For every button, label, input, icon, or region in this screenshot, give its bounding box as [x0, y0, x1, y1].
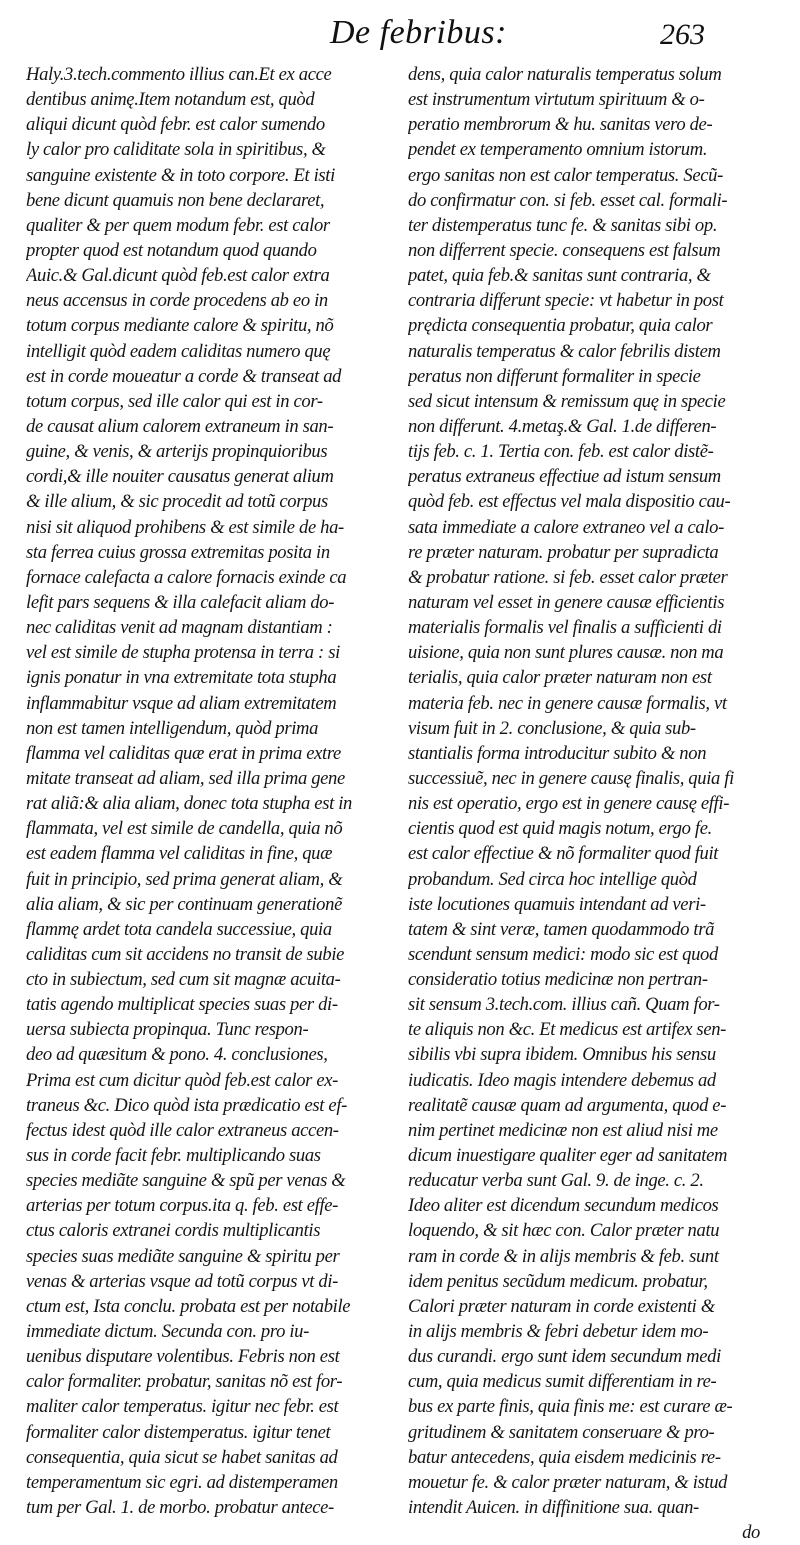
text-line: non differrent specie. consequens est falsum [408, 239, 721, 261]
text-line: batur antecedens, quia eisdem medicinis re- [408, 1446, 721, 1468]
text-line: naturalis temperatus & calor febrilis distem [408, 340, 721, 362]
text-line: venas & arterias vsque ad totũ corpus vt di- [26, 1270, 339, 1292]
text-line: temperamentum sic egri. ad distemperamen [26, 1471, 338, 1493]
text-line: immediate dictum. Secunda con. pro iu- [26, 1321, 309, 1343]
text-line: intendit Auicen. in diffinitione sua. quan- [408, 1497, 699, 1519]
text-line: maliter calor temperatus. igitur nec febr. est [26, 1396, 339, 1418]
text-line: sata immediate a calore extraneo vel a calo- [408, 516, 724, 538]
text-line: consideratio totius medicinæ non pertran- [408, 969, 708, 991]
text-line: terialis, quia calor præter naturam non est [408, 667, 712, 689]
text-line: intelligit quòd eadem caliditas numero quę [26, 340, 331, 362]
text-line: stantialis forma introducitur subito & non [408, 742, 707, 764]
text-line: naturam vel esset in genere causæ efficientis [408, 591, 725, 613]
text-line: tijs feb. c. 1. Tertia con. feb. est calor distẽ- [408, 441, 714, 463]
text-line: loquendo, & sit hæc con. Calor præter natu [408, 1220, 720, 1242]
text-line: caliditas cum sit accidens no transit de subie [26, 943, 345, 965]
text-line: lefit pars sequens & illa calefacit aliam do- [26, 591, 335, 613]
text-line: alia aliam, & sic per continuam generationẽ [26, 893, 342, 915]
text-line: de causat alium calorem extraneum in san- [26, 415, 334, 437]
text-line: species suas mediãte sanguine & spiritu per [26, 1245, 340, 1267]
text-line: ignis ponatur in vna extremitate tota stupha [26, 667, 337, 689]
text-line: visum fuit in 2. conclusione, & quia sub- [408, 717, 696, 739]
text-line: sus in corde facit febr. multiplicando suas [26, 1145, 321, 1167]
text-line: deo ad quæsitum & pono. 4. conclusiones, [26, 1044, 328, 1066]
text-line: bene dicunt quamuis non bene declararet, [26, 189, 325, 211]
text-line: re præter naturam. probatur per supradicta [408, 541, 719, 563]
text-line: dentibus animę.Item notandum est, quòd [26, 89, 315, 111]
text-line: nec caliditas venit ad magnam distantiam : [26, 617, 333, 639]
text-line: te aliquis non &c. Et medicus est artifex sen- [408, 1019, 727, 1041]
text-line: totum corpus mediante calore & spiritu, nõ [26, 315, 334, 337]
text-line: Auic.& Gal.dicunt quòd feb.est calor extra [26, 265, 330, 287]
text-line: peratio membrorum & hu. sanitas vero de- [408, 114, 713, 136]
text-line: in alijs membris & febri debetur idem mo- [408, 1321, 709, 1343]
text-line: sibilis vbi supra ibidem. Omnibus his sensu [408, 1044, 716, 1066]
text-line: sit sensum 3.tech.com. illius cañ. Quam for- [408, 994, 720, 1016]
catchword: do [742, 1522, 760, 1544]
text-line: nis est operatio, ergo est in genere causę effi- [408, 793, 730, 815]
text-line: materia feb. nec in genere causæ formalis, vt [408, 692, 727, 714]
text-line: neus accensus in corde procedens ab eo in [26, 290, 328, 312]
text-line: species mediãte sanguine & spũ per venas & [26, 1170, 346, 1192]
text-line: patet, quia feb.& sanitas sunt contraria, & [408, 265, 711, 287]
text-line: iste locutiones quamuis intendant ad veri- [408, 893, 706, 915]
text-line: Calori præter naturam in corde existenti & [408, 1295, 715, 1317]
text-line: tatis agendo multiplicat species suas per di- [26, 994, 338, 1016]
text-line: uersa subiecta propinqua. Tunc respon- [26, 1019, 309, 1041]
text-line: sta ferrea cuius grossa extremitas posita in [26, 541, 330, 563]
text-line: fectus idest quòd ille calor extraneus accen- [26, 1119, 339, 1141]
text-line: traneus &c. Dico quòd ista prædicatio est ef- [26, 1094, 347, 1116]
text-line: sanguine existente & in toto corpore. Et isti [26, 164, 335, 186]
text-line: vel est simile de stupha protensa in terra : si [26, 642, 340, 664]
text-line: contraria differunt specie: vt habetur in post [408, 290, 724, 312]
text-line: non est tamen intelligendum, quòd prima [26, 717, 319, 739]
text-line: do confirmatur con. si feb. esset cal. formali- [408, 189, 728, 211]
text-line: inflammabitur vsque ad aliam extremitatem [26, 692, 337, 714]
text-line: reducatur verba sunt Gal. 9. de inge. c. 2. [408, 1170, 704, 1192]
text-line: ergo sanitas non est calor temperatus. Secũ- [408, 164, 723, 186]
text-line: Haly.3.tech.commento illius can.Et ex acce [26, 64, 332, 85]
text-line: cientis quod est quid magis notum, ergo fe. [408, 818, 712, 840]
text-line: cum, quia medicus sumit differentiam in re- [408, 1371, 717, 1393]
text-line: totum corpus, sed ille calor qui est in cor- [26, 390, 323, 412]
text-line: dens, quia calor naturalis temperatus solum [408, 64, 722, 85]
text-line: tum per Gal. 1. de morbo. probatur antece- [26, 1497, 334, 1519]
text-line: gritudinem & sanitatem conseruare & pro- [408, 1421, 715, 1443]
text-line: realitatẽ causæ quam ad argumenta, quod e- [408, 1094, 727, 1116]
left-text-column [26, 62, 398, 1520]
text-line: iudicatis. Ideo magis intendere debemus ad [408, 1069, 716, 1091]
text-line: probandum. Sed circa hoc intellige quòd [408, 868, 697, 890]
text-line: & ille alium, & sic procedit ad totũ corpus [26, 491, 328, 513]
text-line: flammę ardet tota candela successiue, quia [26, 918, 332, 940]
right-text-column [408, 62, 780, 1545]
text-line: successiuẽ, nec in genere causę finalis, quia fi [408, 767, 734, 789]
text-line: fuit in principio, sed prima generat aliam, & [26, 868, 343, 890]
text-line: est eadem flamma vel caliditas in fine, quæ [26, 843, 333, 865]
text-line: calor formaliter. probatur, sanitas nõ est for- [26, 1371, 343, 1393]
text-line: quòd feb. est effectus vel mala dispositio cau- [408, 491, 731, 513]
text-line: est instrumentum virtutum spirituum & o- [408, 89, 705, 111]
text-line: fornace calefacta a calore fornacis exinde ca [26, 566, 347, 588]
text-line: rat aliã:& alia aliam, donec tota stupha est in [26, 793, 352, 815]
text-line: dicum inuestigare qualiter eger ad sanitatem [408, 1145, 728, 1167]
text-line: materialis formalis vel finalis a sufficienti di [408, 617, 722, 639]
running-title: De febribus: [330, 14, 507, 51]
text-line: prędicta consequentia probatur, quia calor [408, 315, 713, 337]
text-line: arterias per totum corpus.ita q. feb. est effe- [26, 1195, 339, 1217]
text-line: cordi,& ille nouiter causatus generat alium [26, 466, 334, 488]
text-line: nisi sit aliquod prohibens & est simile de ha- [26, 516, 344, 538]
text-line: uenibus disputare volentibus. Febris non est [26, 1346, 340, 1368]
text-line: guine, & venis, & arterijs propinquioribus [26, 441, 328, 463]
text-line: ctus caloris extranei cordis multiplicantis [26, 1220, 321, 1242]
running-head [0, 14, 800, 64]
text-line: & probatur ratione. si feb. esset calor præter [408, 566, 728, 588]
page-number: 263 [660, 18, 705, 51]
text-line: pendet ex temperamento omnium istorum. [408, 139, 708, 161]
text-line: scendunt sensum medici: modo sic est quod [408, 943, 718, 965]
text-line: Prima est cum dicitur quòd feb.est calor ex- [26, 1069, 338, 1091]
text-line: cto in subiectum, sed cum sit magnæ acuita- [26, 969, 341, 991]
text-line: flamma vel caliditas quæ erat in prima extre [26, 742, 341, 764]
text-line: mouetur fe. & calor præter naturam, & istud [408, 1471, 728, 1493]
text-line: ly calor pro caliditate sola in spiritibus, & [26, 139, 326, 161]
text-line: propter quod est notandum quod quando [26, 239, 317, 261]
text-line: aliqui dicunt quòd febr. est calor sumendo [26, 114, 325, 136]
text-line: formaliter calor distemperatus. igitur tenet [26, 1421, 331, 1443]
text-line: nim pertinet medicinæ non est aliud nisi me [408, 1119, 718, 1141]
text-line: dus curandi. ergo sunt idem secundum medi [408, 1346, 721, 1368]
text-line: bus ex parte finis, quia finis me: est curare æ- [408, 1396, 733, 1418]
text-line: flammata, vel est simile de candella, quia nõ [26, 818, 343, 840]
text-line: uisione, quia non sunt plures causæ. non ma [408, 642, 724, 664]
text-line: est in corde moueatur a corde & transeat ad [26, 365, 342, 387]
text-line: idem penitus secũdum medicum. probatur, [408, 1270, 708, 1292]
text-line: mitate transeat ad aliam, sed illa prima gene [26, 767, 345, 789]
text-line: sed sicut intensum & remissum quę in specie [408, 390, 726, 412]
text-line: Ideo aliter est dicendum secundum medicos [408, 1195, 719, 1217]
text-line: tatem & sint veræ, tamen quodammodo trã [408, 918, 715, 940]
text-line: ter distemperatus tunc fe. & sanitas sibi op. [408, 214, 718, 236]
text-line: peratus extraneus effectiue ad istum sensum [408, 466, 721, 488]
text-line: est calor effectiue & nõ formaliter quod fuit [408, 843, 719, 865]
text-line: non differunt. 4.metaş.& Gal. 1.de differen- [408, 415, 717, 437]
text-line: peratus non differunt formaliter in specie [408, 365, 701, 387]
text-line: ram in corde & in alijs membris & feb. sunt [408, 1245, 719, 1267]
text-line: qualiter & per quem modum febr. est calor [26, 214, 330, 236]
text-line: ctum est, Ista conclu. probata est per notabile [26, 1295, 351, 1317]
text-line: consequentia, quia sicut se habet sanitas ad [26, 1446, 338, 1468]
